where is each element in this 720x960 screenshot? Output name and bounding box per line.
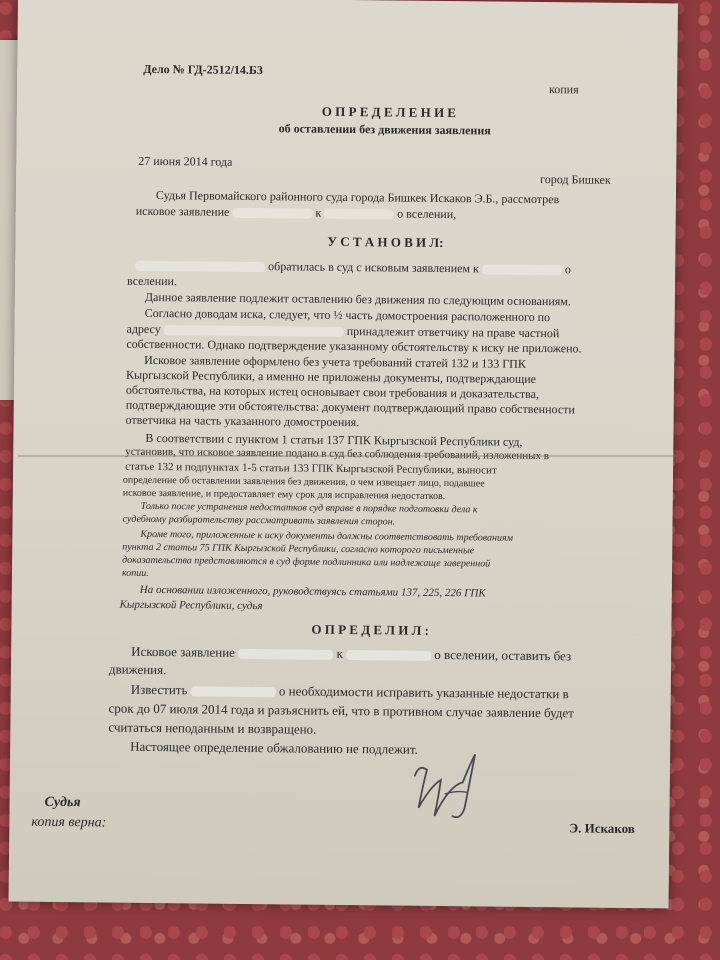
para-6-line-2: судебному разбирательству рассматривать заявления сторон. — [122, 513, 396, 528]
para-8-line-1: На основании изложенного, руководствуясь статьями 137, 225, 226 ГПК — [139, 583, 486, 600]
judge-label: Судья — [44, 794, 81, 811]
redacted-defendant — [482, 265, 562, 276]
ruling-1-line-1: Исковое заявление к о вселении, оставить без — [131, 643, 572, 664]
section-established: У С Т А Н О В И Л: — [327, 233, 444, 251]
redacted-plaintiff — [232, 208, 312, 219]
para-4-line-3: обстоятельства, на которых истец основывает свои требования и доказательства, — [125, 382, 540, 402]
redacted-plaintiff — [135, 261, 265, 272]
paper-fold — [18, 455, 678, 457]
case-number: Дело № ГД-2512/14.Б3 — [143, 61, 263, 78]
document-date: 27 июня 2014 года — [138, 153, 233, 169]
redacted-defendant — [346, 650, 431, 661]
redacted-defendant — [324, 209, 394, 220]
para-7-line-4: копии. — [121, 567, 149, 579]
document-city: город Бишкек — [540, 172, 611, 187]
document-subtitle: об оставлении без движения заявления — [278, 121, 491, 138]
para-2: Данное заявление подлежит оставлению без движения по следующим основаниям. — [144, 289, 572, 309]
ruling-2-line-3: считаться неподанным и возвращено. — [108, 719, 317, 737]
copy-true-label: копия верна: — [31, 814, 107, 831]
redacted-address — [164, 325, 344, 337]
ruling-1-line-2: движения. — [108, 661, 167, 678]
para-3-line-3: собственности. Однако подтверждение указанному обстоятельству к иску не приложено. — [126, 336, 582, 356]
para-7-line-2: пункта 2 статьи 75 ГПК Кыргызской Республики, согласно которого письменные — [122, 541, 475, 557]
redacted-plaintiff — [191, 686, 276, 697]
para-5-line-5: исковое заявление, и предоставляет ему срок для исправления недостатков. — [122, 487, 446, 503]
intro-line-2: исковое заявление к о вселении, — [135, 203, 457, 222]
para-5-line-1: В соответствии с пунктом 1 статьи 137 ГПК Кыргызской Республики суд, — [145, 430, 523, 449]
para-7-line-1: Кроме того, приложенные к иску документы должны соответствовать требованиям — [140, 528, 514, 544]
para-5-line-2: установив, что исковое заявление подано в суд без соблюдения требований, изложенных в — [125, 445, 550, 463]
copy-mark: копия — [549, 82, 579, 97]
para-3-line-1: Согласно доводам иска, следует, что ½ часть домостроения расположенного по — [144, 305, 551, 325]
para-4-line-5: ответчика на часть указанного домостроения. — [125, 412, 360, 430]
para-1-line-2: вселении. — [126, 273, 178, 289]
para-8-line-2: Кыргызской Республики, судья — [119, 598, 263, 613]
para-3-line-2: адресу принадлежит ответчику на праве частной — [126, 321, 560, 341]
ruling-3: Настоящее определение обжалованию не подлежит. — [130, 738, 418, 757]
ruling-2-line-1: Известить о необходимости исправить указанные недостатки в — [130, 681, 569, 702]
para-4-line-2: Кыргызской Республики, а именно не приложены документы, подтверждающие — [125, 367, 537, 386]
para-5-line-4: определение об оставлении заявления без движения, о чем извещает лицо, подавшее — [122, 474, 485, 490]
ruling-2-line-2: срок до 07 июля 2014 года и разъяснить ей, что в противном случае заявление будет — [108, 700, 574, 721]
para-7-line-3: доказательства представляются в суд форме подлинника или надлежаще заверенной — [122, 554, 491, 570]
para-4-line-4: подтверждающие эти обстоятельства: документ подтверждающий право собственности — [125, 397, 575, 417]
para-5-line-3: статье 132 и подпунктах 1-5 статьи 133 ГПК Кыргызской Республики, выносит — [125, 460, 497, 477]
section-decided: О П Р Е Д Е Л И Л : — [311, 621, 429, 638]
redacted-plaintiff — [238, 649, 333, 660]
para-4-line-1: Исковое заявление оформлено без учета требований статей 132 и 133 ГПК — [144, 352, 526, 371]
intro-line-1: Судья Первомайского районного суда города Бишкек Искаков Э.Б., рассмотрев — [155, 187, 560, 207]
para-1-line-1: обратилась в суд с исковым заявлением к о — [135, 258, 571, 278]
judge-name: Э. Искаков — [569, 820, 635, 837]
handwritten-signature — [404, 746, 495, 827]
document-title: О П Р Е Д Е Л Е Н И Е — [321, 103, 457, 121]
para-6-line-1: Только после устранения недостатков суд вправе в порядке подготовки дела к — [140, 500, 478, 516]
